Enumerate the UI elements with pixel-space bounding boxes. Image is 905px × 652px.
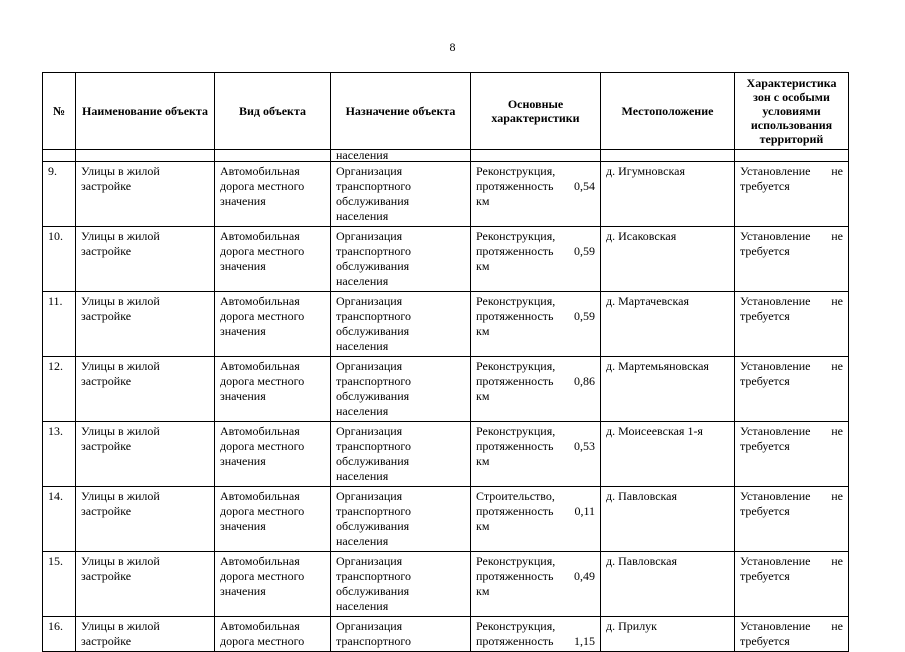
- object-name-line: Улицы в жилой: [81, 489, 160, 503]
- zone-word-b: не: [831, 554, 843, 568]
- object-type-line: Автомобильная: [220, 294, 300, 308]
- object-purpose: [331, 552, 471, 617]
- object-purpose-line: обслуживания: [336, 259, 410, 273]
- zone-word-c: требуется: [740, 179, 790, 193]
- object-name-line: застройке: [81, 244, 132, 258]
- object-type-line: дорога местного: [220, 439, 305, 453]
- header-location: Местоположение: [601, 73, 735, 150]
- zone-line: [740, 424, 843, 439]
- location-text: д. Мартачевская: [606, 294, 689, 308]
- char-action: Реконструкция,: [476, 619, 556, 633]
- object-name-line: застройке: [81, 179, 132, 193]
- object-type-line: дорога местного: [220, 504, 305, 518]
- location-text: д. Мартемьяновская: [606, 359, 709, 373]
- row-number: [43, 162, 76, 227]
- char-action: Реконструкция,: [476, 229, 556, 243]
- char-action: Реконструкция,: [476, 164, 556, 178]
- row-number-text: 9.: [48, 164, 57, 178]
- object-name: [76, 617, 215, 652]
- object-name-line: застройке: [81, 634, 132, 648]
- header-num: №: [43, 73, 76, 150]
- row-number: [43, 227, 76, 292]
- char-length-line: [476, 439, 595, 454]
- object-zones: [735, 422, 849, 487]
- header-characteristics: Основные характеристики: [471, 73, 601, 150]
- char-action: Реконструкция,: [476, 359, 556, 373]
- object-purpose: [331, 422, 471, 487]
- object-location: [601, 617, 735, 652]
- object-name-line: застройке: [81, 504, 132, 518]
- location-text: д. Павловская: [606, 554, 678, 568]
- object-name-line: Улицы в жилой: [81, 359, 160, 373]
- object-characteristics: [471, 162, 601, 227]
- object-purpose-line: транспортного: [336, 504, 412, 518]
- object-zones: [735, 617, 849, 652]
- location-text: д. Прилук: [606, 619, 658, 633]
- object-type-line: дорога местного: [220, 179, 305, 193]
- object-purpose-line: транспортного: [336, 634, 412, 648]
- object-purpose-line: обслуживания: [336, 324, 410, 338]
- zone-word-a: Установление: [740, 229, 811, 243]
- char-length-line: [476, 504, 595, 519]
- object-type: [215, 292, 331, 357]
- object-location: [601, 357, 735, 422]
- char-label: протяженность: [476, 309, 554, 323]
- object-characteristics: [471, 357, 601, 422]
- char-label: протяженность: [476, 569, 554, 583]
- object-type-line: значения: [220, 259, 266, 273]
- char-value: 0,54: [574, 179, 595, 193]
- object-name-line: Улицы в жилой: [81, 294, 160, 308]
- char-label: протяженность: [476, 179, 554, 193]
- zone-line: [740, 554, 843, 569]
- char-action: Реконструкция,: [476, 424, 556, 438]
- object-purpose-line: населения: [336, 534, 389, 548]
- object-type-line: дорога местного: [220, 244, 305, 258]
- object-characteristics: [471, 552, 601, 617]
- object-purpose-line: Организация: [336, 424, 403, 438]
- char-value: 0,59: [574, 309, 595, 323]
- zone-word-a: Установление: [740, 164, 811, 178]
- location-text: д. Исаковская: [606, 229, 677, 243]
- char-unit: км: [476, 389, 490, 403]
- object-purpose-line: населения: [336, 599, 389, 613]
- object-name: [76, 422, 215, 487]
- char-value: 0,11: [574, 504, 595, 518]
- row-number-text: 16.: [48, 619, 63, 633]
- object-type-line: дорога местного: [220, 374, 305, 388]
- char-value: 0,49: [574, 569, 595, 583]
- row-number-text: 10.: [48, 229, 63, 243]
- object-purpose-line: транспортного: [336, 179, 412, 193]
- row-number: [43, 292, 76, 357]
- object-type-line: Автомобильная: [220, 164, 300, 178]
- char-unit: км: [476, 519, 490, 533]
- zone-word-a: Установление: [740, 489, 811, 503]
- object-purpose: [331, 162, 471, 227]
- object-name: [76, 292, 215, 357]
- header-purpose: Назначение объекта: [331, 73, 471, 150]
- zone-line: [740, 294, 843, 309]
- object-type-line: Автомобильная: [220, 359, 300, 373]
- page-number: 8: [449, 40, 456, 54]
- table-row: [43, 617, 849, 652]
- object-name: [76, 552, 215, 617]
- table-row: [43, 357, 849, 422]
- char-label: протяженность: [476, 244, 554, 258]
- zone-word-a: Установление: [740, 424, 811, 438]
- char-action: Реконструкция,: [476, 294, 556, 308]
- object-type: [215, 357, 331, 422]
- row-number-text: 15.: [48, 554, 63, 568]
- zone-word-c: требуется: [740, 244, 790, 258]
- object-type-line: Автомобильная: [220, 554, 300, 568]
- object-name: [76, 162, 215, 227]
- object-type-line: Автомобильная: [220, 229, 300, 243]
- zone-line: [740, 164, 843, 179]
- zone-line: [740, 359, 843, 374]
- object-type: [215, 552, 331, 617]
- char-unit: км: [476, 324, 490, 338]
- location-text: д. Моисеевская 1-я: [606, 424, 703, 438]
- char-length-line: [476, 179, 595, 194]
- zone-word-b: не: [831, 164, 843, 178]
- object-type: [215, 617, 331, 652]
- object-purpose-line: транспортного: [336, 244, 412, 258]
- object-name-line: застройке: [81, 309, 132, 323]
- object-type-line: значения: [220, 324, 266, 338]
- object-purpose: [331, 357, 471, 422]
- object-purpose-line: населения: [336, 274, 389, 288]
- object-type: [215, 227, 331, 292]
- object-type: [215, 487, 331, 552]
- zone-word-c: требуется: [740, 634, 790, 648]
- object-type-line: значения: [220, 389, 266, 403]
- object-name-line: Улицы в жилой: [81, 164, 160, 178]
- object-purpose-line: Организация: [336, 229, 403, 243]
- object-purpose-line: транспортного: [336, 569, 412, 583]
- zone-word-a: Установление: [740, 359, 811, 373]
- object-purpose-line: обслуживания: [336, 519, 410, 533]
- object-location: [601, 292, 735, 357]
- object-purpose: [331, 227, 471, 292]
- object-name-line: застройке: [81, 569, 132, 583]
- row-number: [43, 487, 76, 552]
- object-name-line: Улицы в жилой: [81, 619, 160, 633]
- zone-word-a: Установление: [740, 554, 811, 568]
- char-label: протяженность: [476, 504, 554, 518]
- zone-word-c: требуется: [740, 309, 790, 323]
- object-purpose-line: обслуживания: [336, 584, 410, 598]
- row-number-text: 11.: [48, 294, 63, 308]
- location-text: д. Павловская: [606, 489, 678, 503]
- object-location: [601, 227, 735, 292]
- object-characteristics: [471, 617, 601, 652]
- object-type: [215, 162, 331, 227]
- table-row: [43, 227, 849, 292]
- zone-word-b: не: [831, 229, 843, 243]
- object-name-line: Улицы в жилой: [81, 554, 160, 568]
- object-purpose-line: Организация: [336, 554, 403, 568]
- row-number-text: 13.: [48, 424, 63, 438]
- location-text: д. Игумновская: [606, 164, 685, 178]
- object-zones: [735, 292, 849, 357]
- zone-word-b: не: [831, 489, 843, 503]
- object-purpose: [331, 617, 471, 652]
- char-value: 1,15: [574, 634, 595, 648]
- object-purpose: [331, 292, 471, 357]
- object-name-line: застройке: [81, 374, 132, 388]
- object-purpose-line: обслуживания: [336, 389, 410, 403]
- object-purpose: [331, 487, 471, 552]
- object-purpose-line: Организация: [336, 619, 403, 633]
- char-unit: км: [476, 194, 490, 208]
- object-purpose-line: Организация: [336, 294, 403, 308]
- zone-word-b: не: [831, 294, 843, 308]
- zone-word-a: Установление: [740, 619, 811, 633]
- object-type-line: дорога местного: [220, 634, 305, 648]
- object-zones: [735, 227, 849, 292]
- object-purpose-line: Организация: [336, 489, 403, 503]
- object-location: [601, 487, 735, 552]
- row-number: [43, 357, 76, 422]
- header-type: Вид объекта: [215, 73, 331, 150]
- header-zones: Характеристика зон с особыми условиями использования территорий: [735, 73, 849, 150]
- object-name-line: застройке: [81, 439, 132, 453]
- object-type-line: Автомобильная: [220, 424, 300, 438]
- zone-word-a: Установление: [740, 294, 811, 308]
- continuation-row: [43, 150, 849, 162]
- row-number: [43, 617, 76, 652]
- zone-word-c: требуется: [740, 504, 790, 518]
- object-name-line: Улицы в жилой: [81, 424, 160, 438]
- object-location: [601, 162, 735, 227]
- object-purpose-line: населения: [336, 469, 389, 483]
- row-number-text: 14.: [48, 489, 63, 503]
- object-purpose-line: транспортного: [336, 374, 412, 388]
- object-type-line: дорога местного: [220, 569, 305, 583]
- object-purpose-line: транспортного: [336, 309, 412, 323]
- char-length-line: [476, 244, 595, 259]
- row-number-text: 12.: [48, 359, 63, 373]
- object-zones: [735, 162, 849, 227]
- object-type-line: дорога местного: [220, 309, 305, 323]
- object-zones: [735, 552, 849, 617]
- char-value: 0,86: [574, 374, 595, 388]
- object-zones: [735, 487, 849, 552]
- object-location: [601, 422, 735, 487]
- object-location: [601, 552, 735, 617]
- object-name-line: Улицы в жилой: [81, 229, 160, 243]
- row-number: [43, 422, 76, 487]
- zone-word-b: не: [831, 424, 843, 438]
- zone-word-c: требуется: [740, 439, 790, 453]
- row-number: [43, 552, 76, 617]
- zone-word-c: требуется: [740, 374, 790, 388]
- char-unit: км: [476, 584, 490, 598]
- zone-word-b: не: [831, 619, 843, 633]
- object-characteristics: [471, 292, 601, 357]
- char-length-line: [476, 634, 595, 649]
- object-purpose-line: обслуживания: [336, 454, 410, 468]
- char-length-line: [476, 374, 595, 389]
- char-value: 0,59: [574, 244, 595, 258]
- char-length-line: [476, 569, 595, 584]
- zone-word-b: не: [831, 359, 843, 373]
- char-unit: км: [476, 454, 490, 468]
- object-name: [76, 357, 215, 422]
- zone-line: [740, 489, 843, 504]
- header-row: [43, 73, 849, 150]
- object-type-line: Автомобильная: [220, 489, 300, 503]
- zone-word-c: требуется: [740, 569, 790, 583]
- object-type-line: значения: [220, 584, 266, 598]
- table-row: [43, 162, 849, 227]
- char-action: Строительство,: [476, 489, 555, 503]
- zone-line: [740, 619, 843, 634]
- object-name: [76, 487, 215, 552]
- table-row: [43, 552, 849, 617]
- table-row: [43, 422, 849, 487]
- object-characteristics: [471, 422, 601, 487]
- char-action: Реконструкция,: [476, 554, 556, 568]
- object-type: [215, 422, 331, 487]
- object-characteristics: [471, 487, 601, 552]
- object-type-line: значения: [220, 454, 266, 468]
- object-type-line: значения: [220, 519, 266, 533]
- object-type-line: значения: [220, 194, 266, 208]
- object-purpose-line: населения: [336, 209, 389, 223]
- object-purpose-line: населения: [336, 339, 389, 353]
- object-purpose-line: транспортного: [336, 439, 412, 453]
- table-row: [43, 487, 849, 552]
- zone-line: [740, 229, 843, 244]
- object-purpose-line: обслуживания: [336, 194, 410, 208]
- object-type-line: Автомобильная: [220, 619, 300, 633]
- char-value: 0,53: [574, 439, 595, 453]
- object-purpose-line: Организация: [336, 359, 403, 373]
- char-label: протяженность: [476, 634, 554, 648]
- object-zones: [735, 357, 849, 422]
- objects-table: [42, 72, 849, 652]
- table-row: [43, 292, 849, 357]
- object-characteristics: [471, 227, 601, 292]
- char-length-line: [476, 309, 595, 324]
- char-label: протяженность: [476, 374, 554, 388]
- char-label: протяженность: [476, 439, 554, 453]
- char-unit: км: [476, 259, 490, 273]
- object-purpose-line: населения: [336, 404, 389, 418]
- header-name: Наименование объекта: [76, 73, 215, 150]
- object-name: [76, 227, 215, 292]
- continued-purpose: населения: [331, 150, 471, 162]
- object-purpose-line: Организация: [336, 164, 403, 178]
